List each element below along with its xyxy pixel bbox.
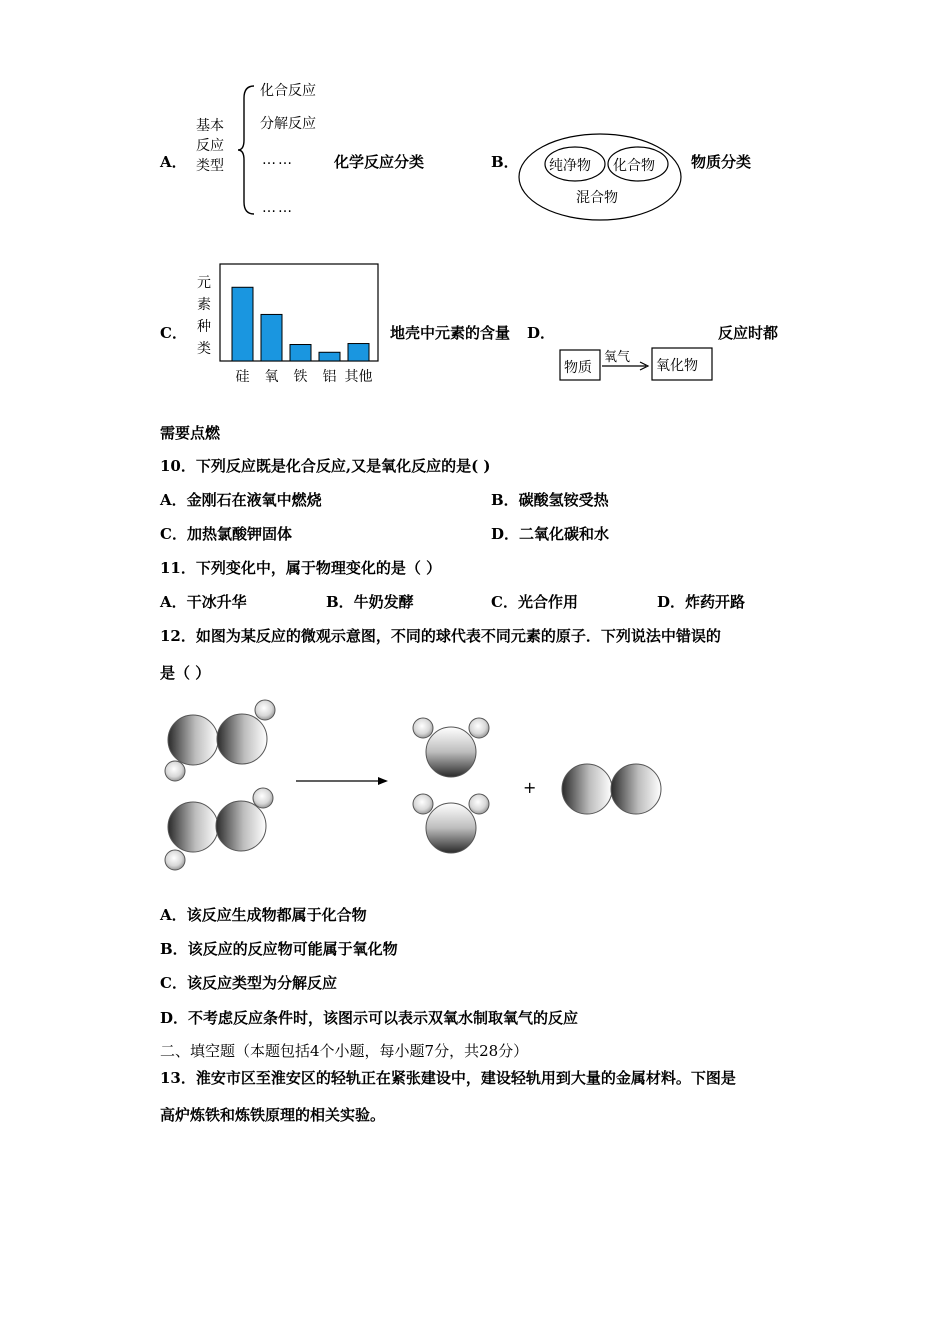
small-atom (413, 794, 433, 814)
reactant-molecule (165, 788, 273, 870)
oxygen-label: 氧气 (604, 350, 631, 365)
x-tick-label: 铝 (322, 369, 337, 385)
small-atom (165, 850, 185, 870)
small-atom (413, 718, 433, 738)
reaction-type-label (196, 116, 224, 176)
x-tick-label: 其他 (344, 369, 373, 385)
small-atom (165, 761, 185, 781)
q11-option-d: D．炸药开路 (657, 593, 746, 611)
substance-venn-diagram (517, 132, 685, 224)
option-a-caption: 化学反应分类 (334, 153, 425, 171)
large-atom (562, 764, 612, 814)
q10-option-d: D．二氧化碳和水 (491, 525, 610, 543)
q13-line2: 高炉炼铁和炼铁原理的相关实验。 (160, 1106, 386, 1124)
large-atom (611, 764, 661, 814)
q12-option-d: D．不考虑反应条件时，该图示可以表示双氧水制取氧气的反应 (160, 1009, 579, 1027)
q10-option-b: B．碳酸氢铵受热 (491, 491, 609, 509)
section-heading: 二、填空题（本题包括4个小题，每小题7分，共28分） (160, 1042, 529, 1060)
q11-option-a: A．干冰升华 (160, 593, 247, 611)
option-b-caption: 物质分类 (691, 153, 752, 171)
brace-item: 化合反应 (260, 83, 316, 99)
brace-item: 分解反应 (260, 116, 316, 132)
brace-item: …… (262, 152, 294, 168)
chart-ylabel-char: 类 (197, 341, 211, 357)
brace (236, 84, 258, 216)
x-tick-label: 氧 (264, 369, 279, 385)
element-content-chart (216, 262, 384, 388)
q10-option-a: A．金刚石在液氧中燃烧 (160, 491, 322, 509)
q10-option-c: C．加热氯酸钾固体 (160, 525, 292, 543)
brace-item: …… (262, 200, 294, 216)
option-b-letter: B． (491, 153, 519, 171)
reactant-molecule (165, 700, 275, 781)
chart-ylabel (196, 272, 212, 360)
reaction-type-label-line: 基本 (196, 118, 224, 134)
option-d-caption: 反应时都 (718, 324, 779, 342)
large-atom (168, 802, 218, 852)
x-tick-label: 硅 (235, 369, 250, 385)
large-atom (168, 715, 218, 765)
x-tick-label: 铁 (293, 369, 308, 385)
option-d-caption-cont: 需要点燃 (160, 424, 221, 442)
substance-label: 物质 (564, 360, 592, 376)
bar-铁 (290, 345, 311, 361)
large-atom (426, 727, 476, 777)
oxide-label: 氧化物 (656, 358, 698, 374)
small-atom (469, 718, 489, 738)
q12-option-b: B．该反应的反应物可能属于氧化物 (160, 940, 398, 958)
q11-option-b: B．牛奶发酵 (326, 593, 414, 611)
large-atom (217, 714, 267, 764)
chart-ylabel-char: 元 (197, 275, 211, 291)
reaction-micro-diagram (150, 695, 680, 880)
small-atom (255, 700, 275, 720)
q13-line1: 13．淮安市区至淮安区的轻轨正在紧张建设中，建设轻轨用到大量的金属材料。下图是 (160, 1069, 736, 1087)
reaction-type-label-line: 类型 (196, 158, 224, 174)
q12-stem-line2: 是（ ） (160, 664, 211, 682)
large-atom (426, 803, 476, 853)
q12-option-c: C．该反应类型为分解反应 (160, 974, 337, 992)
q12-option-a: A．该反应生成物都属于化合物 (160, 906, 367, 924)
bar-氧 (261, 314, 282, 361)
option-a-letter: A． (160, 153, 187, 171)
venn-label-pure: 纯净物 (549, 158, 591, 174)
option-c-caption: 地壳中元素的含量 (390, 324, 511, 342)
q10-stem: 10．下列反应既是化合反应,又是氧化反应的是( ) (160, 457, 491, 475)
bar-硅 (232, 287, 253, 361)
large-atom (216, 801, 266, 851)
product-molecule-diatomic (562, 764, 661, 814)
plus-sign: + (523, 778, 537, 797)
option-d-letter: D． (527, 324, 556, 342)
chart-ylabel-char: 素 (197, 297, 211, 313)
reaction-arrowhead (378, 777, 388, 785)
product-molecule (413, 718, 489, 777)
chart-ylabel-char: 种 (197, 319, 211, 335)
option-c-letter: C． (160, 324, 187, 342)
bar-铝 (319, 352, 340, 361)
product-molecule (413, 794, 489, 853)
venn-label-compound: 化合物 (613, 158, 655, 174)
venn-label-mixture: 混合物 (576, 190, 618, 206)
q12-stem-line1: 12．如图为某反应的微观示意图，不同的球代表不同元素的原子．下列说法中错误的 (160, 627, 721, 645)
bar-其他 (348, 344, 369, 361)
small-atom (469, 794, 489, 814)
reaction-type-label-line: 反应 (196, 138, 224, 154)
q11-option-c: C．光合作用 (491, 593, 578, 611)
small-atom (253, 788, 273, 808)
q11-stem: 11．下列变化中，属于物理变化的是（ ） (160, 559, 442, 577)
